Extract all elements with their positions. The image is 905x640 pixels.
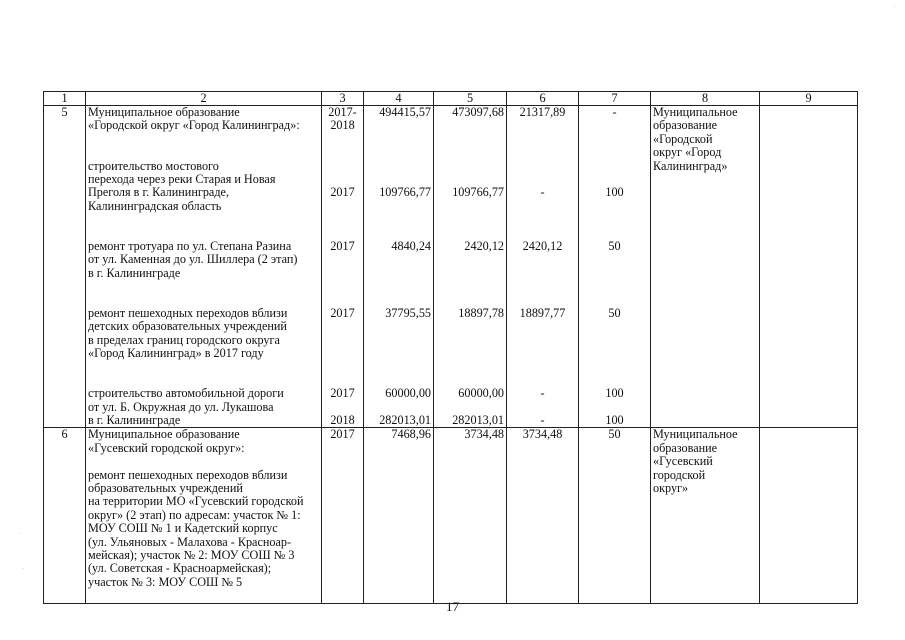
cell-line: «Гусевский [653, 454, 713, 469]
cell-line [436, 213, 504, 226]
cell-line [581, 320, 648, 333]
cell-line [581, 146, 648, 159]
scan-artifact: · [893, 3, 896, 11]
cell-line [436, 146, 504, 159]
cell-line [366, 267, 431, 280]
cell-line [88, 293, 319, 306]
cell-line: строительство мостового [88, 158, 219, 173]
cell-line: 2017 [330, 185, 355, 200]
cell-line: - [540, 386, 545, 401]
cell-line: «Город Калининград» в 2017 году [88, 346, 264, 361]
percent-cell [579, 106, 651, 428]
cell-line [324, 227, 361, 240]
cell-line: Муниципальное [653, 427, 738, 442]
cell-line: образование [653, 118, 718, 133]
cell-line [324, 160, 361, 173]
cell-line [88, 374, 319, 387]
cell-line: мейская); участок № 2: МОУ СОШ № 3 [88, 547, 295, 562]
cell-line [581, 173, 648, 186]
cell-line [324, 347, 361, 360]
cell-line: образовательных учреждений [88, 480, 243, 495]
cell-line [581, 213, 648, 226]
cell-line [436, 293, 504, 306]
cell-line [324, 267, 361, 280]
cell-line [324, 401, 361, 414]
cell-line: городской [653, 467, 706, 482]
header-cell: 9 [760, 92, 858, 106]
row-number: 5 [44, 106, 86, 428]
cell-line [581, 401, 648, 414]
cell-line: 60000,00 [385, 386, 431, 401]
cell-line [88, 280, 319, 293]
cell-line: 494415,57 [379, 105, 431, 119]
cell-line [88, 213, 319, 226]
local-cell [507, 428, 579, 604]
cell-line [436, 173, 504, 186]
cell-line [366, 401, 431, 414]
cell-line: в г. Калининграде [88, 265, 181, 280]
header-row [44, 92, 858, 106]
cell-line: ремонт тротуара по ул. Степана Разина [88, 238, 292, 253]
cell-line [581, 293, 648, 306]
page-number: 17 [446, 599, 459, 614]
cell-line [436, 280, 504, 293]
cell-line [366, 280, 431, 293]
cell-line: 3734,48 [464, 427, 504, 442]
row-number: 6 [44, 428, 86, 604]
cell-line: ремонт пешеходных переходов вблизи [88, 467, 288, 482]
percent-cell [579, 428, 651, 604]
cell-line [581, 280, 648, 293]
cell-line [436, 320, 504, 333]
scan-artifact: · [22, 565, 25, 573]
cell-line: строительство автомобильной дороги [88, 386, 284, 401]
cell-line [581, 267, 648, 280]
cell-line [436, 401, 504, 414]
cell-line [366, 160, 431, 173]
cell-line [436, 360, 504, 373]
header-cell: 5 [434, 92, 507, 106]
cell-line: 2018 [330, 118, 355, 133]
cell-line: 2420,12 [464, 238, 504, 253]
cell-line: образование [653, 440, 718, 455]
cell-line [509, 173, 576, 186]
recipient-cell [651, 428, 760, 604]
cell-line [324, 374, 361, 387]
cell-line [581, 374, 648, 387]
cell-line: 60000,00 [458, 386, 504, 401]
cell-line [366, 293, 431, 306]
scan-artifact: · [18, 530, 21, 538]
federal-cell [434, 428, 507, 604]
cell-line: 7468,96 [391, 427, 431, 442]
cell-line [366, 173, 431, 186]
cell-line: 282013,01 [452, 412, 504, 427]
cell-line [509, 334, 576, 347]
cell-line [324, 253, 361, 266]
cell-line: Муниципальное образование [88, 427, 240, 442]
cell-line [324, 133, 361, 146]
cell-line [366, 334, 431, 347]
cell-line [581, 119, 648, 132]
recipient-cell [651, 106, 760, 428]
cell-line [581, 334, 648, 347]
cell-line: детских образовательных учреждений [88, 319, 287, 334]
header-cell: 3 [322, 92, 364, 106]
local-cell [507, 106, 579, 428]
cell-line: МОУ СОШ № 1 и Кадетский корпус [88, 521, 278, 536]
cell-line [366, 133, 431, 146]
cell-line [366, 146, 431, 159]
cell-line: Калининград» [653, 158, 728, 173]
cell-line: округ «Город [653, 145, 722, 160]
cell-line: перехода через реки Старая и Новая [88, 171, 276, 186]
cell-line: 37795,55 [385, 305, 431, 320]
cell-line: 100 [605, 386, 624, 401]
cell-line: 3734,48 [522, 427, 563, 442]
cell-line: Калининградская область [88, 198, 222, 213]
cell-line [509, 374, 576, 387]
cell-line: округ» [653, 480, 689, 495]
cell-line [509, 267, 576, 280]
cell-line [366, 360, 431, 373]
cell-line [509, 347, 576, 360]
cell-line [509, 133, 576, 146]
cell-line [324, 200, 361, 213]
cell-line [436, 119, 504, 132]
cell-line [509, 146, 576, 159]
cell-line [509, 401, 576, 414]
cell-line [509, 160, 576, 173]
cell-line [436, 267, 504, 280]
cell-line: 50 [608, 305, 621, 320]
cell-line [366, 213, 431, 226]
cell-line: - [612, 105, 617, 119]
cell-line [436, 227, 504, 240]
cell-line [436, 347, 504, 360]
cell-line [324, 320, 361, 333]
cell-line [366, 374, 431, 387]
cell-line [509, 119, 576, 132]
cell-line [581, 200, 648, 213]
cell-line: Муниципальное [653, 105, 738, 119]
cell-line [581, 360, 648, 373]
cell-line: 2017- [328, 105, 357, 119]
cell-line [324, 213, 361, 226]
description-cell [86, 106, 322, 428]
cell-line: 100 [605, 412, 624, 427]
cell-line [366, 253, 431, 266]
cell-line [581, 253, 648, 266]
header-cell: 8 [651, 92, 760, 106]
cell-line [436, 133, 504, 146]
cell-line [436, 160, 504, 173]
cell-line: 2420,12 [522, 238, 563, 253]
cell-line [366, 119, 431, 132]
cell-line: 2017 [330, 427, 355, 442]
cell-line: «Гусевский городской округ»: [88, 440, 245, 455]
cell-line [581, 347, 648, 360]
cell-line: в г. Калининграде [88, 412, 181, 427]
cell-line: (ул. Ульяновых - Малахова - Красноар- [88, 534, 292, 549]
cell-line: от ул. Каменная до ул. Шиллера (2 этап) [88, 252, 298, 267]
cell-line: 473097,68 [452, 105, 504, 119]
total-cell [364, 428, 434, 604]
federal-cell [434, 106, 507, 428]
cell-line: «Городской округ «Город Калининград»: [88, 118, 300, 133]
cell-line: 18897,78 [458, 305, 504, 320]
table-row [44, 106, 858, 428]
cell-line: Преголя в г. Калининграде, [88, 185, 229, 200]
cell-line: 2017 [330, 305, 355, 320]
cell-line [436, 334, 504, 347]
cell-line [324, 280, 361, 293]
cell-line: «Городской [653, 131, 713, 146]
cell-line: Муниципальное образование [88, 105, 240, 119]
cell-line: в пределах границ городского округа [88, 332, 280, 347]
cell-line [366, 200, 431, 213]
header-cell: 1 [44, 92, 86, 106]
cell-line: 18897,77 [519, 305, 566, 320]
cell-line [324, 360, 361, 373]
header-cell: 2 [86, 92, 322, 106]
cell-line: 50 [608, 427, 621, 442]
cell-line [509, 293, 576, 306]
cell-line [436, 200, 504, 213]
empty-cell [760, 428, 858, 604]
total-cell [364, 106, 434, 428]
cell-line [324, 173, 361, 186]
cell-line: - [540, 185, 545, 200]
data-table [43, 91, 858, 604]
cell-line: на территории МО «Гусевский городской [88, 494, 304, 509]
cell-line [509, 213, 576, 226]
header-cell: 4 [364, 92, 434, 106]
cell-line [88, 455, 319, 468]
cell-line: 50 [608, 238, 621, 253]
cell-line: 282013,01 [379, 412, 431, 427]
header-cell: 6 [507, 92, 579, 106]
cell-line [509, 253, 576, 266]
year-cell [322, 428, 364, 604]
cell-line: 2017 [330, 238, 355, 253]
cell-line [509, 320, 576, 333]
cell-line [509, 200, 576, 213]
cell-line: 2017 [330, 386, 355, 401]
cell-line [324, 293, 361, 306]
description-cell [86, 428, 322, 604]
cell-line: (ул. Советская - Красноармейская); [88, 561, 272, 576]
header-cell: 7 [579, 92, 651, 106]
cell-line [366, 227, 431, 240]
cell-line [581, 227, 648, 240]
cell-line: 109766,77 [452, 185, 504, 200]
cell-line [436, 374, 504, 387]
cell-line [366, 320, 431, 333]
cell-line: 4840,24 [391, 238, 431, 253]
empty-cell [760, 106, 858, 428]
cell-line: - [540, 412, 545, 427]
cell-line: ремонт пешеходных переходов вблизи [88, 305, 288, 320]
cell-line [581, 133, 648, 146]
cell-line [509, 360, 576, 373]
cell-line [88, 146, 319, 159]
cell-line [366, 347, 431, 360]
cell-line: 21317,89 [519, 105, 566, 119]
cell-line [509, 227, 576, 240]
cell-line: 109766,77 [379, 185, 431, 200]
cell-line: 100 [605, 185, 624, 200]
cell-line [324, 146, 361, 159]
cell-line: участок № 3: МОУ СОШ № 5 [88, 574, 243, 589]
cell-line [88, 360, 319, 373]
cell-line: 2018 [330, 412, 355, 427]
cell-line [436, 253, 504, 266]
cell-line [88, 133, 319, 146]
cell-line [324, 334, 361, 347]
year-cell [322, 106, 364, 428]
table-row [44, 428, 858, 604]
cell-line [509, 280, 576, 293]
cell-line: от ул. Б. Окружная до ул. Лукашова [88, 399, 274, 414]
cell-line: округ» (2 этап) по адресам: участок № 1: [88, 507, 301, 522]
cell-line [581, 160, 648, 173]
cell-line [88, 227, 319, 240]
